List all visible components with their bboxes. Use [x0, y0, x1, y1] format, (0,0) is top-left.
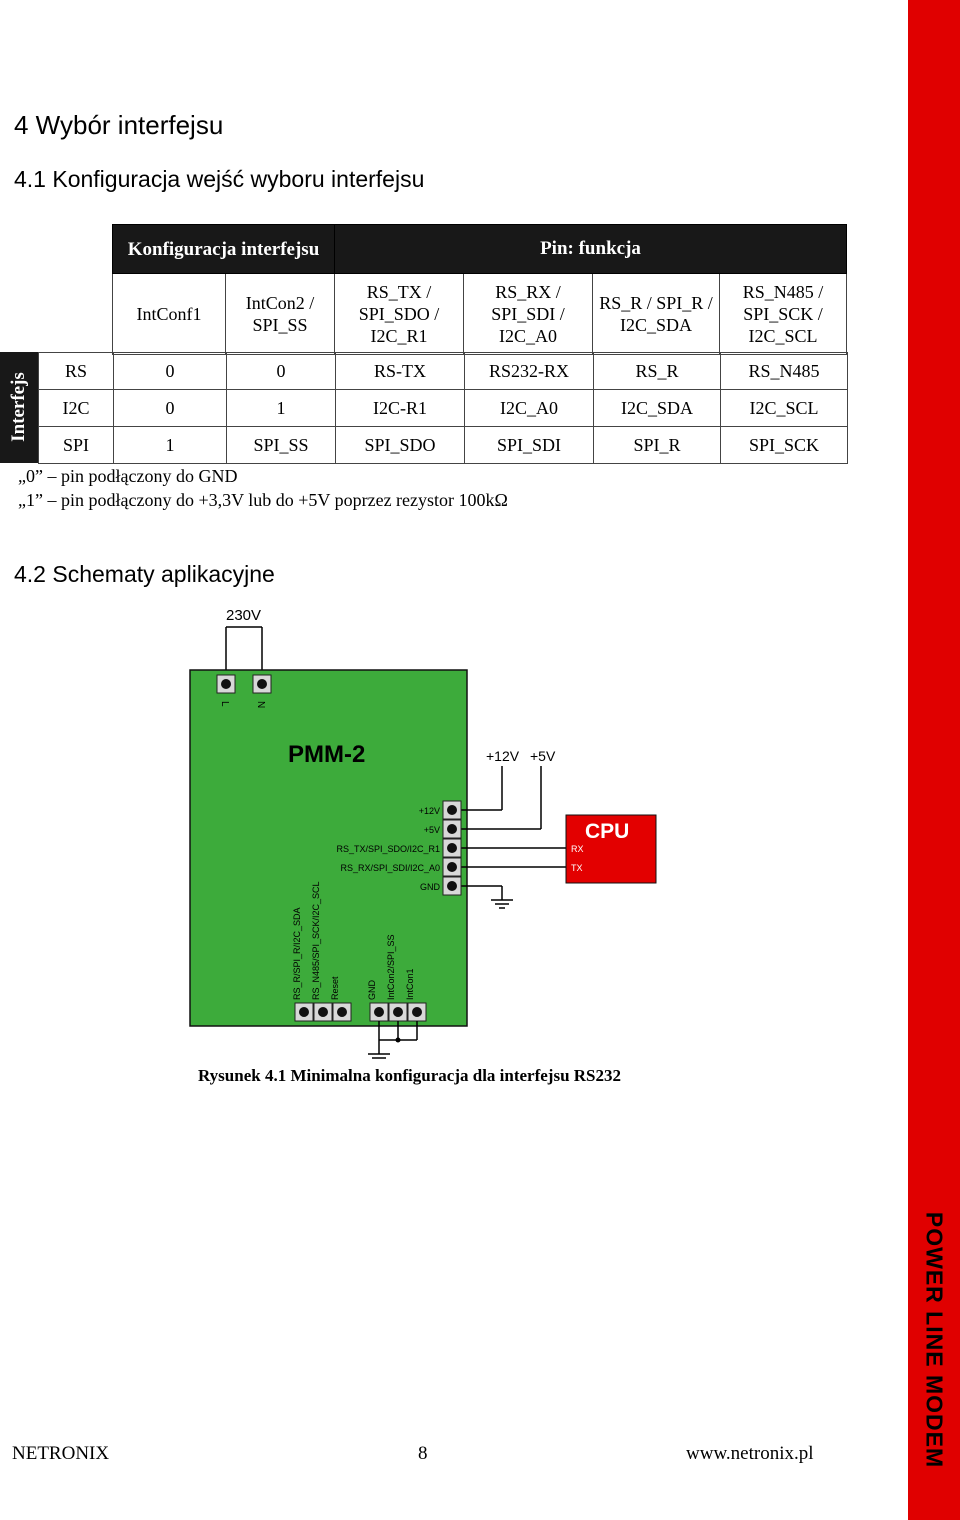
- note-zero: „0” – pin podłączony do GND: [18, 466, 238, 486]
- pin-dot: [447, 881, 457, 891]
- col-header: RS_RX / SPI_SDI / I2C_A0: [464, 274, 593, 355]
- pin-N-label: N: [255, 701, 266, 709]
- section-heading: 4 Wybór interfejsu: [14, 110, 224, 140]
- table-cell: RS_N485: [721, 353, 848, 390]
- pin-dot: [447, 862, 457, 872]
- pin-label: RS_TX/SPI_SDO/I2C_R1: [336, 844, 440, 854]
- pin-label: Reset: [330, 976, 340, 1000]
- footer-page-number: 8: [418, 1443, 428, 1464]
- table-cell: RS232-RX: [465, 353, 594, 390]
- note-one: „1” – pin podłączony do +3,3V lub do +5V poprzez rezystor 100kΩ: [18, 490, 508, 510]
- pin-label: RS_RX/SPI_SDI/I2C_A0: [340, 863, 440, 873]
- interface-config-table: [112, 224, 847, 355]
- pin-dot: [257, 679, 267, 689]
- table-cell: I2C_SDA: [594, 390, 721, 427]
- col-header: RS_R / SPI_R / I2C_SDA: [593, 274, 720, 355]
- subsection-heading: 4.1 Konfiguracja wejść wyboru interfejsu: [14, 166, 425, 192]
- cpu-rx-label: RX: [571, 844, 584, 854]
- pin-dot: [447, 805, 457, 815]
- col-header: RS_TX / SPI_SDO / I2C_R1: [335, 274, 464, 355]
- cpu-tx-label: TX: [571, 863, 583, 873]
- pin-dot: [447, 843, 457, 853]
- pin-label: RS_R/SPI_R/I2C_SDA: [292, 907, 302, 1000]
- table-cell: RS: [39, 353, 114, 390]
- table-cell: SPI: [39, 427, 114, 464]
- pin-dot: [374, 1007, 384, 1017]
- pin-L-label: L: [219, 701, 230, 707]
- table-cell: RS_R: [594, 353, 721, 390]
- pin-dot: [447, 824, 457, 834]
- footer-company: NETRONIX: [12, 1443, 110, 1464]
- table-cell: I2C_SCL: [721, 390, 848, 427]
- col-header: RS_N485 / SPI_SCK / I2C_SCL: [720, 274, 847, 355]
- pin-function-header: Pin: funkcja: [335, 225, 847, 274]
- table-cell: 1: [227, 390, 336, 427]
- interface-side-label: Interfejs: [0, 352, 38, 463]
- table-cell: SPI_SDI: [465, 427, 594, 464]
- table-row: [39, 427, 848, 464]
- pin-label: +12V: [418, 806, 440, 816]
- supply-12v-label: +12V: [486, 748, 520, 764]
- table-cell: 0: [114, 390, 227, 427]
- col-header: IntConf1: [113, 274, 226, 355]
- table-cell: SPI_SS: [227, 427, 336, 464]
- table-cell: I2C_A0: [465, 390, 594, 427]
- pin-label: IntCon1: [405, 968, 415, 1000]
- sidebar-brand-text: POWER LINE MODEM: [921, 1211, 948, 1469]
- junction-dot: [396, 1038, 401, 1043]
- pin-label: GND: [367, 980, 377, 1000]
- pin-dot: [412, 1007, 422, 1017]
- pin-dot: [299, 1007, 309, 1017]
- pin-label: +5V: [423, 825, 440, 835]
- table-cell: SPI_R: [594, 427, 721, 464]
- config-header: Konfiguracja interfejsu: [113, 225, 335, 274]
- pin-dot: [221, 679, 231, 689]
- module-name: PMM-2: [288, 741, 366, 768]
- table-cell: SPI_SDO: [336, 427, 465, 464]
- pin-dot: [393, 1007, 403, 1017]
- supply-5v-label: +5V: [530, 748, 556, 764]
- table-cell: SPI_SCK: [721, 427, 848, 464]
- table-cell: 1: [114, 427, 227, 464]
- pin-label: IntCon2/SPI_SS: [386, 934, 396, 1000]
- col-header: IntCon2 / SPI_SS: [226, 274, 335, 355]
- table-cell: I2C-R1: [336, 390, 465, 427]
- pin-label: RS_N485/SPI_SCK/I2C_SCL: [311, 881, 321, 1000]
- table-row: [39, 353, 848, 390]
- table-cell: I2C: [39, 390, 114, 427]
- footer-website: www.netronix.pl: [686, 1443, 814, 1464]
- subsection-heading-2: 4.2 Schematy aplikacyjne: [14, 561, 275, 587]
- table-cell: RS-TX: [336, 353, 465, 390]
- pin-dot: [337, 1007, 347, 1017]
- table-row: [39, 390, 848, 427]
- application-schematic: [0, 600, 700, 1060]
- pin-label: GND: [420, 882, 440, 892]
- pin-dot: [318, 1007, 328, 1017]
- cpu-label: CPU: [585, 820, 630, 843]
- supply-label: 230V: [226, 607, 262, 624]
- figure-caption: Rysunek 4.1 Minimalna konfiguracja dla interfejsu RS232: [198, 1066, 622, 1085]
- table-cell: 0: [227, 353, 336, 390]
- table-cell: 0: [114, 353, 227, 390]
- interface-config-rows: [38, 352, 848, 464]
